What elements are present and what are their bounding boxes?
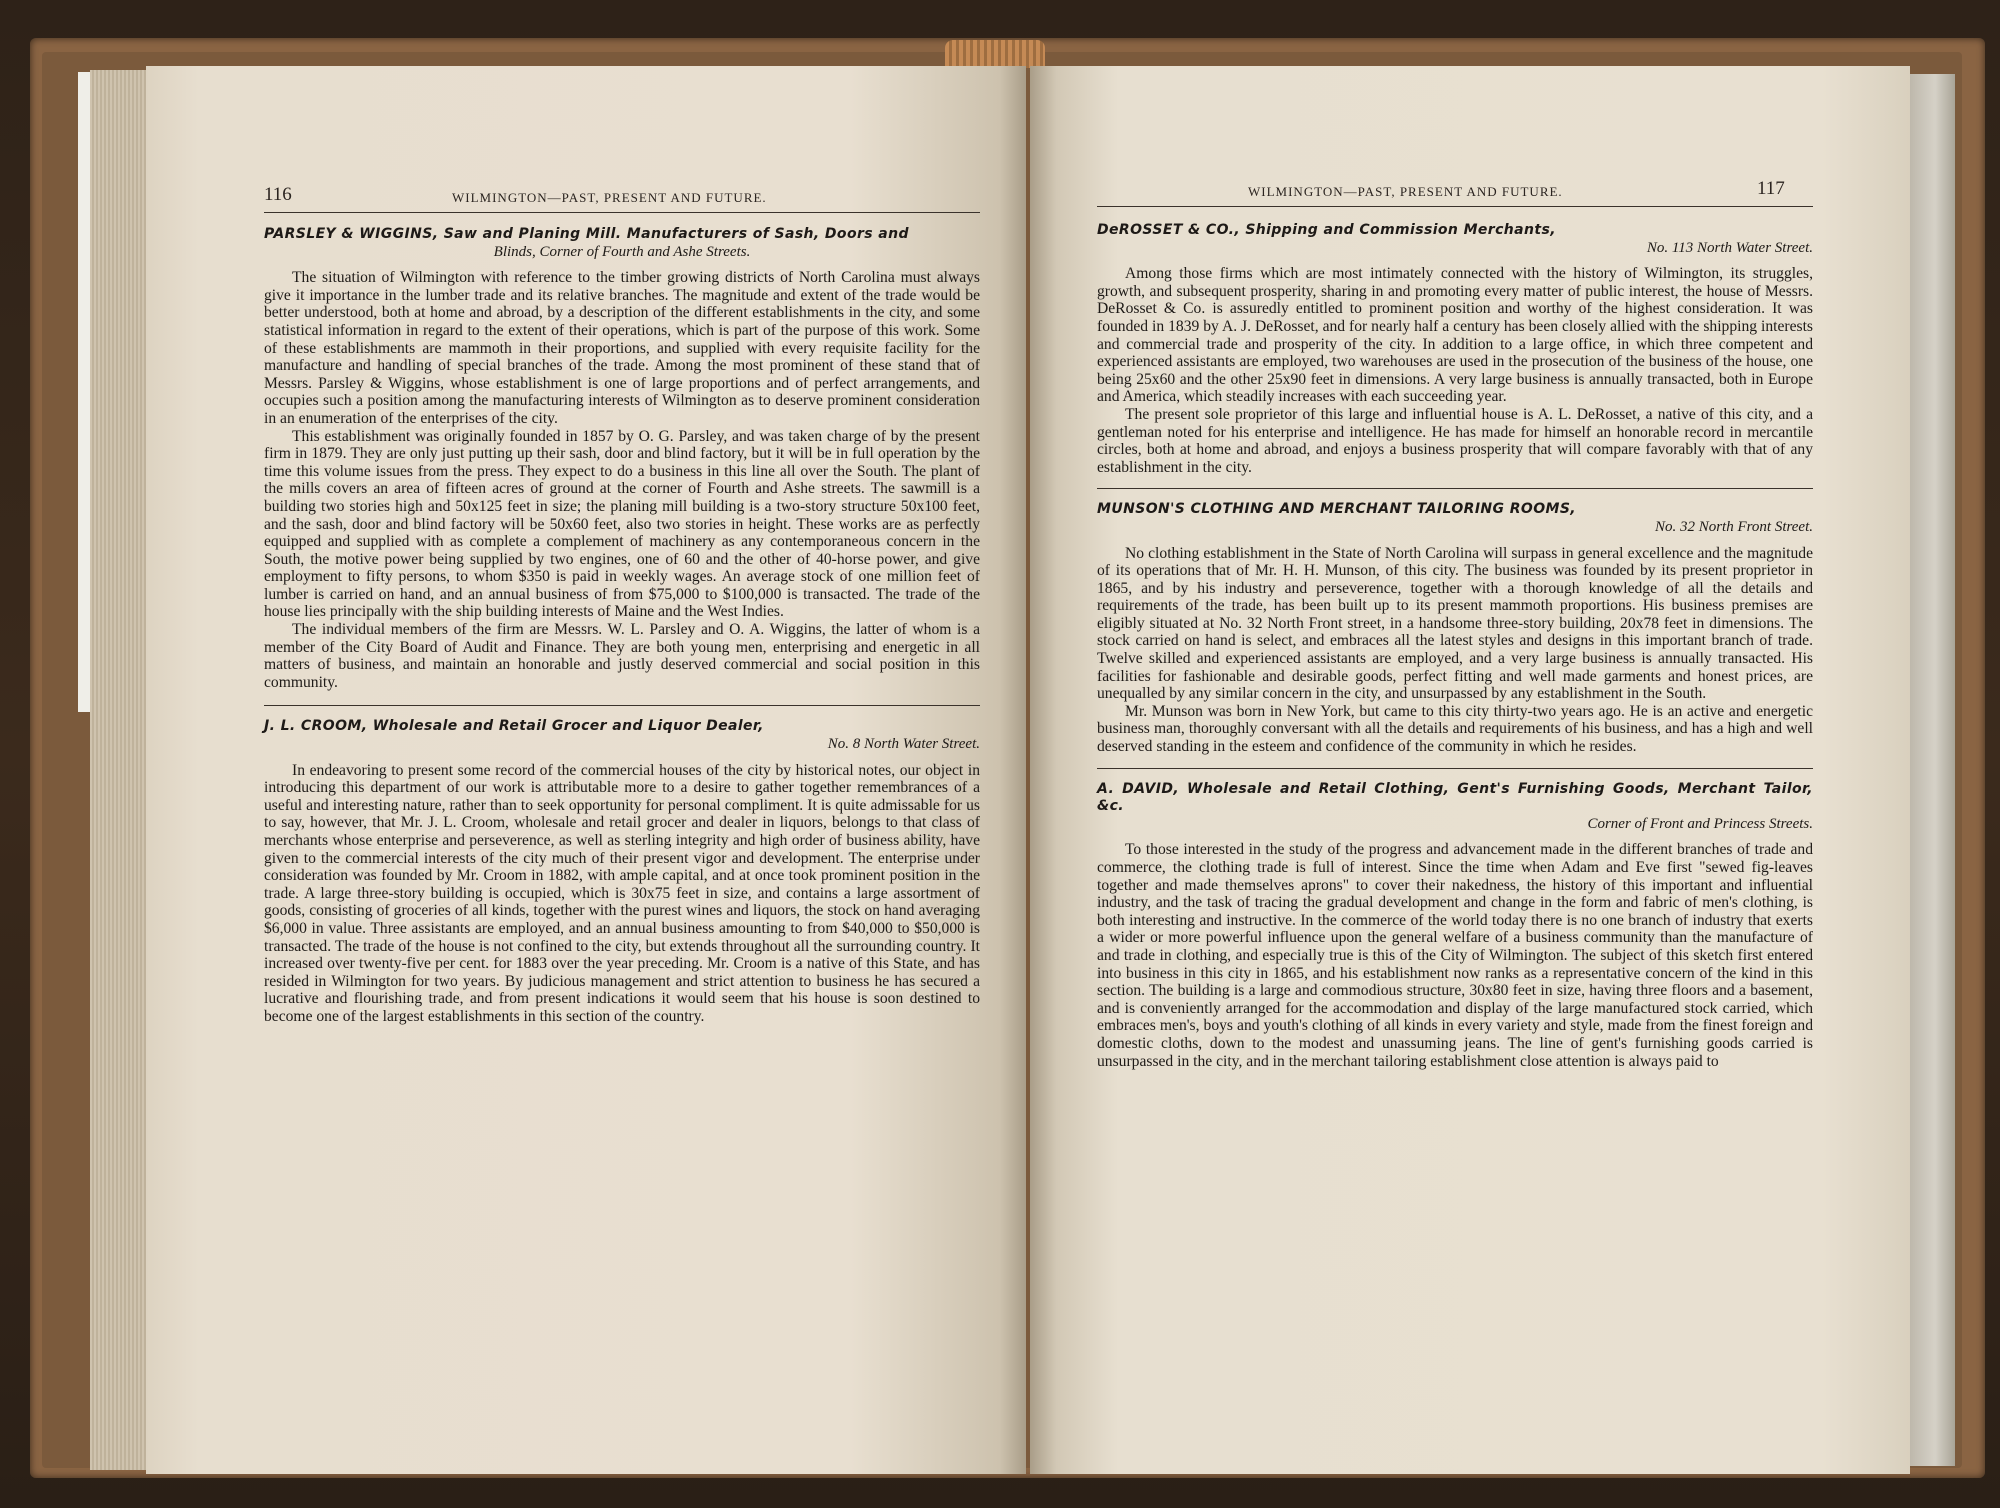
running-head: WILMINGTON—PAST, PRESENT AND FUTURE. <box>1248 184 1563 199</box>
page-stack-left <box>90 70 150 1470</box>
paragraph: In endeavoring to present some record of the commercial houses of the city by historical notes, our object in introducing this department of our work is attributable more to a desire to gather together remembrances of a useful and interesting nature, rather than to seek opportunity for personal compliment. It is quite admissable for us to say, however, that Mr. J. L. Croom, wholesale and retail grocer and dealer in liquors, belongs to that class of merchants whose enterprise and perseverence, as well as sterling integrity and high order of business ability, have given to the commercial interests of the city much of their present vigor and development. The enterprise under consideration was founded by Mr. Croom in 1882, with ample capital, and at once took prominent position in the trade. A large three-story building is occupied, which is 30x75 feet in size, and contains a large assortment of goods, consisting of groceries of all kinds, together with the purest wines and liquors, the stock on hand averaging $6,000 in value. Three assistants are employed, and an annual business amounting to from $40,000 to $50,000 is transacted. The trade of the house is not confined to the city, but extends throughout all the surrounding country. It increased over twenty-five per cent. for 1883 over the year preceding. Mr. Croom is a native of this State, and has resided in Wilmington for two years. By judicious management and strict attention to business he has secured a lucrative and flourishing trade, and from present indications it would seem that his house is soon destined to become one of the largest establishments in this section of the country. <box>264 761 980 1025</box>
paragraph: No clothing establishment in the State of North Carolina will surpass in general excellence and the magnitude of its operations that of Mr. H. H. Munson, of this city. The business was founded by its present proprietor in 1865, and by his industry and perseverence, together with a thorough knowledge of all the details and requirements of the trade, has been built up to its present mammoth proportions. His business premises are eligibly situated at No. 32 North Front street, in a handsome three-story building, 20x78 feet in dimensions. The stock carried on hand is select, and embraces all the latest styles and designs in this important branch of trade. Twelve skilled and experienced assistants are employed, and a very large business is annually transacted. His facilities for fashionable and desirable goods, perfect fitting and well made garments and honest prices, are unequalled by any similar concern in the city, and unsurpassed by any establishment in the South. <box>1097 544 1813 703</box>
page-stack-right <box>1905 74 1955 1466</box>
section-heading: A. DAVID, Wholesale and Retail Clothing, Gent's Furnishing Goods, Merchant Tailor, &c. <box>1097 780 1813 815</box>
section-address: No. 8 North Water Street. <box>827 736 980 753</box>
section-address: No. 32 North Front Street. <box>1654 518 1813 535</box>
running-head: WILMINGTON—PAST, PRESENT AND FUTURE. <box>452 190 767 205</box>
spine-headband <box>945 40 1045 68</box>
paragraph: The situation of Wilmington with reference to the timber growing districts of North Carolina must always give it importance in the lumber trade and its relative branches. The magnitude and extent of the trade would be better understood, both at home and abroad, by a description of the different establishments in the city, and some statistical information in regard to the extent of their operations, which is part of the purpose of this work. Some of these establishments are mammoth in their proportions, and supplied with every requisite facility for the manufacture and handling of special branches of the trade. Among the most prominent of these stand that of Messrs. Parsley & Wiggins, whose establishment is one of large proportions and of perfect arrangements, and occupies such a position among the manufacturing interests of Wilmington as to deserve prominent consideration in an enumeration of the enterprises of the city. <box>264 269 980 427</box>
right-column <box>1097 222 1813 1070</box>
page-number: 117 <box>1757 178 1785 199</box>
section-rule <box>264 705 980 706</box>
section-heading: MUNSON'S CLOTHING AND MERCHANT TAILORING ROOMS, <box>1097 501 1577 518</box>
section-address: Corner of Front and Princess Streets. <box>1587 815 1813 832</box>
paragraph: This establishment was originally founded in 1857 by O. G. Parsley, and was taken charge of by the present firm in 1879. They are only just putting up their sash, door and blind factory, but it will be in full operation by the time this volume issues from the press. They expect to do a business in this line all over the South. The plant of the mills covers an area of fifteen acres of ground at the corner of Fourth and Ashe streets. The sawmill is a building two stories high and 50x125 feet in size; the planing mill building is a two-story structure 50x100 feet, and the sash, door and blind factory will be 50x60 feet, also two stories in height. These works are as perfectly equipped and supplied with as complete a complement of machinery as any contemporaneous concern in the South, the motive power being supplied by two engines, one of 60 and the other of 40-horse power, and give employment to fifty persons, to whom $350 is paid in weekly wages. An average stock of one million feet of lumber is carried on hand, and an annual business of from $75,000 to $100,000 is transacted. The trade of the house lies principally with the ship building interests of Maine and the West Indies. <box>264 427 980 621</box>
paragraph: Among those firms which are most intimately connected with the history of Wilmington, its struggles, growth, and subsequent prosperity, sharing in and promoting every matter of public interest, the house of Messrs. DeRosset & Co. is assuredly entitled to prominent position and worthy of the highest consideration. It was founded in 1839 by A. J. DeRosset, and for nearly half a century has been closely allied with the shipping interests and commercial trade and prosperity of the city. In addition to a large office, in which three competent and experienced assistants are employed, two warehouses are used in the prosecution of the business of the house, one being 25x60 and the other 25x90 feet in dimensions. A very large business is annually transacted, both in Europe and America, which steadily increases with each succeeding year. <box>1097 265 1813 406</box>
paragraph: The present sole proprietor of this large and influential house is A. L. DeRosset, a native of this city, and a gentleman noted for his enterprise and intelligence. He has made for himself an honorable record in mercantile circles, both at home and abroad, and enjoys a business prosperity that will compare favorably with that of any establishment in the city. <box>1097 405 1813 476</box>
header-rule <box>264 212 980 213</box>
left-column <box>264 226 980 1026</box>
section-rule <box>1097 768 1813 769</box>
section-address: Blinds, Corner of Fourth and Ashe Streets. <box>493 243 751 260</box>
page-number: 116 <box>264 184 292 205</box>
paragraph: The individual members of the firm are Messrs. W. L. Parsley and O. A. Wiggins, the latter of whom is a member of the City Board of Audit and Finance. They are both young men, enterprising and energetic in all matters of business, and maintain an honorable and justly deserved commercial and social position in this community. <box>264 621 980 691</box>
section-rule <box>1097 488 1813 489</box>
paragraph: Mr. Munson was born in New York, but came to this city thirty-two years ago. He is an active and energetic business man, thoroughly conversant with all the details and requirements of his business, and has a high and well deserved standing in the esteem and confidence of the community in which he resides. <box>1097 702 1813 756</box>
right-page <box>1030 66 1910 1474</box>
header-rule <box>1097 206 1813 207</box>
section-heading: J. L. CROOM, Wholesale and Retail Grocer and Liquor Dealer, <box>264 718 764 735</box>
paragraph: To those interested in the study of the progress and advancement made in the different branches of trade and commerce, the clothing trade is full of interest. Since the time when Adam and Eve first "sewed fig-leaves together and made themselves aprons" to cover their nakedness, the history of this important and influential industry, and the task of tracing the gradual development and change in the form and fabric of men's clothing, is both interesting and instructive. In the commerce of the world today there is no one branch of industry that exerts a wider or more powerful influence upon the general welfare of a business community than the manufacture of and trade in clothing, and especially true is this of the City of Wilmington. The subject of this sketch first entered into business in this city in 1865, and his establishment now ranks as a representative concern of the kind in this section. The building is a large and commodious structure, 30x80 feet in size, having three floors and a basement, and is conveniently arranged for the accommodation and display of the large manufactured stock carried, which embraces men's, boys and youth's clothing of all kinds in every variety and style, made from the finest foreign and domestic cloths, down to the modest and unassuming jeans. The line of gent's furnishing goods carried is unsurpassed in the city, and in the merchant tailoring establishment close attention is always paid to <box>1097 841 1813 1070</box>
section-address: No. 113 North Water Street. <box>1646 239 1813 256</box>
left-page <box>146 66 1026 1474</box>
section-heading: DeROSSET & CO., Shipping and Commission Merchants, <box>1097 222 1556 238</box>
section-heading: PARSLEY & WIGGINS, Saw and Planing Mill. Manufacturers of Sash, Doors and <box>264 226 909 242</box>
